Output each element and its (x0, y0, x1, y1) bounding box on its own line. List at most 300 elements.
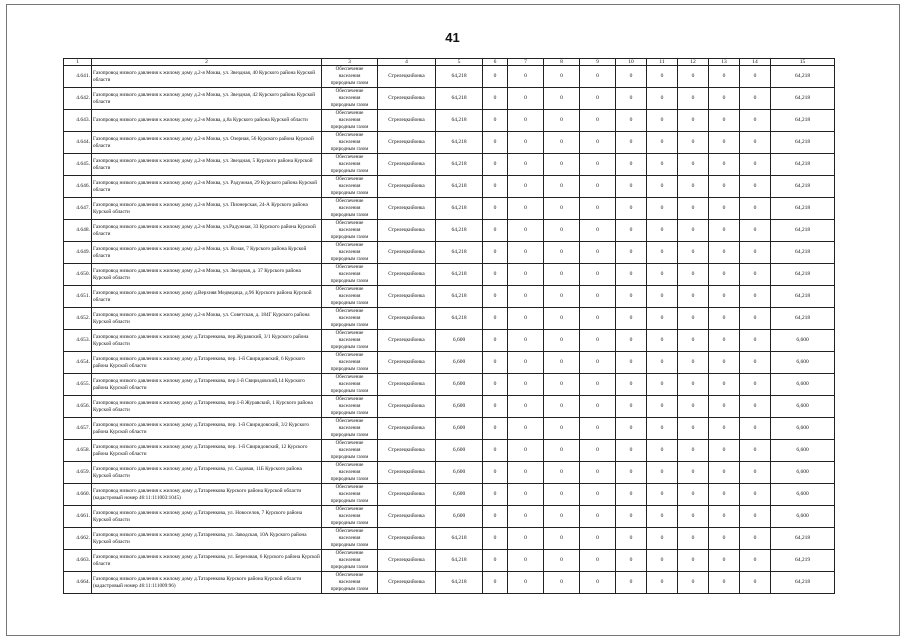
zero-cell: 0 (616, 110, 647, 132)
zero-cell: 0 (508, 528, 544, 550)
object-name: Газопровод низкого давления к жилому дому д.2-я Моква, ул. Радужная, 29 Курского района Курской области (92, 176, 322, 198)
zero-cell: 0 (580, 198, 616, 220)
table-row (64, 66, 835, 88)
purpose-line: Обеспечение (335, 551, 364, 556)
zero-cell: 0 (508, 132, 544, 154)
zero-cell: 0 (616, 550, 647, 572)
purpose-line: населения (338, 272, 361, 277)
value-cell: 6,600 (436, 330, 483, 352)
zero-cell: 0 (483, 286, 508, 308)
purpose-line: природным газом (330, 543, 369, 548)
zero-cell: 0 (740, 154, 771, 176)
zero-cell: 0 (616, 154, 647, 176)
value-cell: 64,218 (436, 550, 483, 572)
zero-cell: 0 (508, 374, 544, 396)
zero-cell: 0 (678, 396, 709, 418)
zero-cell: 0 (740, 440, 771, 462)
purpose-line: населения (338, 162, 361, 167)
purpose-line: Обеспечение (335, 89, 364, 94)
total-cell: 64,218 (771, 308, 835, 330)
zero-cell: 0 (616, 418, 647, 440)
row-number: 4.646. (64, 176, 92, 198)
zero-cell: 0 (740, 506, 771, 528)
purpose-line: населения (338, 426, 361, 431)
zero-cell: 0 (740, 330, 771, 352)
zero-cell: 0 (580, 154, 616, 176)
zero-cell: 0 (678, 528, 709, 550)
zero-cell: 0 (709, 418, 740, 440)
district-cell: Стрелецкийонка (378, 88, 436, 110)
purpose-line: Обеспечение (335, 265, 364, 270)
zero-cell: 0 (483, 374, 508, 396)
district-cell: Стрелецкийонка (378, 264, 436, 286)
zero-cell: 0 (678, 88, 709, 110)
zero-cell: 0 (508, 286, 544, 308)
purpose-line: населения (338, 536, 361, 541)
row-number: 4.641. (64, 66, 92, 88)
header-row (64, 59, 835, 66)
purpose-cell (322, 176, 378, 198)
zero-cell: 0 (544, 352, 580, 374)
zero-cell: 0 (647, 572, 678, 594)
district-cell: Стрелецкийонка (378, 242, 436, 264)
zero-cell: 0 (580, 440, 616, 462)
purpose-line: природным газом (330, 323, 369, 328)
purpose-cell (322, 506, 378, 528)
value-cell: 64,218 (436, 154, 483, 176)
district-cell: Стрелецкийонка (378, 462, 436, 484)
object-name: Газопровод низкого давления к жилому дому д.2-я Моква, ул. Звездная, 42 Курского района Курской области (92, 88, 322, 110)
purpose-cell (322, 66, 378, 88)
zero-cell: 0 (544, 484, 580, 506)
zero-cell: 0 (544, 66, 580, 88)
total-cell: 6,600 (771, 374, 835, 396)
purpose-line: населения (338, 206, 361, 211)
zero-cell: 0 (740, 396, 771, 418)
row-number: 4.663. (64, 550, 92, 572)
zero-cell: 0 (740, 352, 771, 374)
zero-cell: 0 (647, 352, 678, 374)
purpose-line: населения (338, 404, 361, 409)
purpose-line: Обеспечение (335, 397, 364, 402)
zero-cell: 0 (616, 374, 647, 396)
table-row (64, 308, 835, 330)
zero-cell: 0 (647, 132, 678, 154)
zero-cell: 0 (616, 440, 647, 462)
zero-cell: 0 (647, 176, 678, 198)
zero-cell: 0 (678, 418, 709, 440)
purpose-line: природным газом (330, 257, 369, 262)
value-cell: 6,600 (436, 506, 483, 528)
total-cell: 64,218 (771, 242, 835, 264)
zero-cell: 0 (580, 528, 616, 550)
value-cell: 64,218 (436, 66, 483, 88)
value-cell: 64,218 (436, 242, 483, 264)
purpose-cell (322, 484, 378, 506)
zero-cell: 0 (709, 154, 740, 176)
zero-cell: 0 (483, 220, 508, 242)
purpose-line: Обеспечение (335, 529, 364, 534)
zero-cell: 0 (709, 374, 740, 396)
zero-cell: 0 (580, 132, 616, 154)
zero-cell: 0 (544, 110, 580, 132)
purpose-line: населения (338, 294, 361, 299)
zero-cell: 0 (740, 418, 771, 440)
purpose-cell (322, 308, 378, 330)
zero-cell: 0 (483, 110, 508, 132)
purpose-cell (322, 396, 378, 418)
zero-cell: 0 (544, 550, 580, 572)
purpose-line: природным газом (330, 191, 369, 196)
zero-cell: 0 (678, 484, 709, 506)
zero-cell: 0 (709, 396, 740, 418)
value-cell: 64,218 (436, 286, 483, 308)
purpose-cell (322, 242, 378, 264)
total-cell: 64,218 (771, 264, 835, 286)
zero-cell: 0 (740, 110, 771, 132)
district-cell: Стрелецкийонка (378, 330, 436, 352)
purpose-cell (322, 286, 378, 308)
zero-cell: 0 (616, 308, 647, 330)
zero-cell: 0 (544, 418, 580, 440)
table-row (64, 220, 835, 242)
table-row (64, 198, 835, 220)
zero-cell: 0 (544, 132, 580, 154)
total-cell: 64,218 (771, 66, 835, 88)
zero-cell: 0 (508, 308, 544, 330)
zero-cell: 0 (709, 308, 740, 330)
zero-cell: 0 (647, 550, 678, 572)
table-row (64, 286, 835, 308)
purpose-line: природным газом (330, 499, 369, 504)
district-cell: Стрелецкийонка (378, 484, 436, 506)
purpose-line: Обеспечение (335, 353, 364, 358)
district-cell: Стрелецкийонка (378, 396, 436, 418)
total-cell: 64,218 (771, 572, 835, 594)
row-number: 4.660. (64, 484, 92, 506)
zero-cell: 0 (544, 572, 580, 594)
zero-cell: 0 (678, 374, 709, 396)
value-cell: 6,600 (436, 396, 483, 418)
zero-cell: 0 (678, 198, 709, 220)
total-cell: 64,219 (771, 550, 835, 572)
table-row (64, 330, 835, 352)
object-name: Газопровод низкого давления к жилому дому д.2-я Моква, ул. Ясная, 7 Курского района Курской области (92, 242, 322, 264)
object-name: Газопровод низкого давления к жилому дому д.Татаренкова, пер. 1-й Свиридовский, 12 Курского района Курской области (92, 440, 322, 462)
zero-cell: 0 (508, 88, 544, 110)
zero-cell: 0 (508, 352, 544, 374)
table-row (64, 264, 835, 286)
purpose-line: природным газом (330, 301, 369, 306)
zero-cell: 0 (508, 154, 544, 176)
row-number: 4.659. (64, 462, 92, 484)
purpose-line: природным газом (330, 587, 369, 592)
zero-cell: 0 (580, 462, 616, 484)
zero-cell: 0 (483, 484, 508, 506)
district-cell: Стрелецкийонка (378, 66, 436, 88)
zero-cell: 0 (616, 176, 647, 198)
zero-cell: 0 (647, 330, 678, 352)
object-name: Газопровод низкого давления к жилому дому д.2-я Моква, ул. Звездная, 40 Курского района Курской области (92, 66, 322, 88)
row-number: 4.654. (64, 352, 92, 374)
zero-cell: 0 (647, 220, 678, 242)
zero-cell: 0 (616, 462, 647, 484)
purpose-line: Обеспечение (335, 177, 364, 182)
zero-cell: 0 (616, 330, 647, 352)
table-row (64, 154, 835, 176)
total-cell: 6,600 (771, 484, 835, 506)
purpose-cell (322, 132, 378, 154)
zero-cell: 0 (580, 396, 616, 418)
value-cell: 6,600 (436, 418, 483, 440)
purpose-line: населения (338, 580, 361, 585)
zero-cell: 0 (483, 506, 508, 528)
zero-cell: 0 (483, 440, 508, 462)
column-header: 10 (616, 59, 647, 66)
zero-cell: 0 (647, 198, 678, 220)
zero-cell: 0 (678, 550, 709, 572)
total-cell: 6,600 (771, 418, 835, 440)
zero-cell: 0 (508, 66, 544, 88)
zero-cell: 0 (508, 330, 544, 352)
zero-cell: 0 (740, 220, 771, 242)
district-cell: Стрелецкийонка (378, 440, 436, 462)
zero-cell: 0 (616, 484, 647, 506)
zero-cell: 0 (678, 264, 709, 286)
zero-cell: 0 (483, 528, 508, 550)
purpose-line: природным газом (330, 81, 369, 86)
table-row (64, 418, 835, 440)
zero-cell: 0 (508, 198, 544, 220)
zero-cell: 0 (580, 352, 616, 374)
zero-cell: 0 (483, 132, 508, 154)
purpose-line: населения (338, 74, 361, 79)
zero-cell: 0 (740, 462, 771, 484)
row-number: 4.642. (64, 88, 92, 110)
zero-cell: 0 (508, 396, 544, 418)
object-name: Газопровод низкого давления к жилому дому д.Татаренкова, ул. Садовая, 11Б Курского района Курской области (92, 462, 322, 484)
zero-cell: 0 (483, 352, 508, 374)
purpose-line: Обеспечение (335, 507, 364, 512)
value-cell: 64,218 (436, 572, 483, 594)
zero-cell: 0 (580, 572, 616, 594)
zero-cell: 0 (544, 242, 580, 264)
zero-cell: 0 (678, 308, 709, 330)
zero-cell: 0 (709, 484, 740, 506)
total-cell: 6,600 (771, 396, 835, 418)
row-number: 4.651. (64, 286, 92, 308)
purpose-cell (322, 264, 378, 286)
row-number: 4.652. (64, 308, 92, 330)
purpose-cell (322, 352, 378, 374)
zero-cell: 0 (709, 572, 740, 594)
purpose-line: населения (338, 514, 361, 519)
purpose-line: населения (338, 448, 361, 453)
zero-cell: 0 (508, 462, 544, 484)
object-name: Газопровод низкого давления к жилому дому д.Татаренкова Курского района Курской области (кадастровый номер 46:11:111003:1045) (92, 484, 322, 506)
object-name: Газопровод низкого давления к жилому дому д.2-я Моква, ул. Звездная, д. 37 Курского района Курской области (92, 264, 322, 286)
zero-cell: 0 (544, 330, 580, 352)
zero-cell: 0 (483, 308, 508, 330)
zero-cell: 0 (647, 110, 678, 132)
purpose-line: природным газом (330, 279, 369, 284)
purpose-line: природным газом (330, 345, 369, 350)
zero-cell: 0 (544, 264, 580, 286)
purpose-line: Обеспечение (335, 243, 364, 248)
table-row (64, 374, 835, 396)
zero-cell: 0 (483, 242, 508, 264)
column-header: 4 (378, 59, 436, 66)
district-cell: Стрелецкийонка (378, 572, 436, 594)
object-name: Газопровод низкого давления к жилому дому д.Татаренкова Курского района Курской области (кадастровый номер 46:11:111009:96) (92, 572, 322, 594)
zero-cell: 0 (580, 220, 616, 242)
purpose-line: Обеспечение (335, 463, 364, 468)
zero-cell: 0 (508, 572, 544, 594)
zero-cell: 0 (647, 88, 678, 110)
zero-cell: 0 (580, 264, 616, 286)
total-cell: 64,218 (771, 110, 835, 132)
object-name: Газопровод низкого давления к жилому дому д.Татаренкова, ул. Березовая, 6 Курского района Курской области (92, 550, 322, 572)
purpose-line: Обеспечение (335, 67, 364, 72)
purpose-line: природным газом (330, 411, 369, 416)
table-row (64, 506, 835, 528)
purpose-cell (322, 374, 378, 396)
district-cell: Стрелецкийонка (378, 154, 436, 176)
zero-cell: 0 (678, 330, 709, 352)
zero-cell: 0 (647, 528, 678, 550)
total-cell: 64,218 (771, 154, 835, 176)
zero-cell: 0 (508, 176, 544, 198)
value-cell: 64,218 (436, 132, 483, 154)
purpose-line: Обеспечение (335, 111, 364, 116)
zero-cell: 0 (544, 440, 580, 462)
zero-cell: 0 (709, 330, 740, 352)
object-name: Газопровод низкого давления к жилому дому д.2-я Моква, ул. Звездная, 5 Курского района Курской области (92, 154, 322, 176)
purpose-line: населения (338, 118, 361, 123)
zero-cell: 0 (647, 374, 678, 396)
row-number: 4.657. (64, 418, 92, 440)
object-name: Газопровод низкого давления к жилому дому д.Татаренкова, ул. Заводская, 10А Курского района Курской области (92, 528, 322, 550)
object-name: Газопровод низкого давления к жилому дому д.Татаренкова, пер. 1-й Свиридовский, 6 Курского района Курской области (92, 352, 322, 374)
table-row (64, 396, 835, 418)
zero-cell: 0 (483, 88, 508, 110)
district-cell: Стрелецкийонка (378, 374, 436, 396)
zero-cell: 0 (544, 396, 580, 418)
table-row (64, 110, 835, 132)
zero-cell: 0 (616, 396, 647, 418)
zero-cell: 0 (709, 132, 740, 154)
zero-cell: 0 (616, 242, 647, 264)
purpose-cell (322, 220, 378, 242)
zero-cell: 0 (544, 198, 580, 220)
district-cell: Стрелецкийонка (378, 506, 436, 528)
zero-cell: 0 (678, 352, 709, 374)
column-header: 11 (647, 59, 678, 66)
table-row (64, 572, 835, 594)
purpose-line: Обеспечение (335, 485, 364, 490)
zero-cell: 0 (580, 176, 616, 198)
purpose-line: природным газом (330, 455, 369, 460)
purpose-line: населения (338, 228, 361, 233)
purpose-line: населения (338, 360, 361, 365)
zero-cell: 0 (483, 176, 508, 198)
district-cell: Стрелецкийонка (378, 308, 436, 330)
zero-cell: 0 (678, 66, 709, 88)
district-cell: Стрелецкийонка (378, 418, 436, 440)
column-header: 3 (322, 59, 378, 66)
purpose-line: природным газом (330, 477, 369, 482)
zero-cell: 0 (709, 110, 740, 132)
zero-cell: 0 (508, 484, 544, 506)
value-cell: 64,218 (436, 220, 483, 242)
zero-cell: 0 (544, 528, 580, 550)
row-number: 4.653. (64, 330, 92, 352)
zero-cell: 0 (508, 110, 544, 132)
district-cell: Стрелецкийонка (378, 550, 436, 572)
zero-cell: 0 (709, 242, 740, 264)
zero-cell: 0 (616, 286, 647, 308)
zero-cell: 0 (709, 550, 740, 572)
purpose-line: Обеспечение (335, 155, 364, 160)
purpose-cell (322, 528, 378, 550)
purpose-line: населения (338, 492, 361, 497)
zero-cell: 0 (508, 440, 544, 462)
row-number: 4.648. (64, 220, 92, 242)
value-cell: 6,600 (436, 352, 483, 374)
zero-cell: 0 (616, 220, 647, 242)
row-number: 4.649. (64, 242, 92, 264)
purpose-line: Обеспечение (335, 441, 364, 446)
row-number: 4.658. (64, 440, 92, 462)
district-cell: Стрелецкийонка (378, 132, 436, 154)
purpose-cell (322, 418, 378, 440)
object-name: Газопровод низкого давления к жилому дому д.Татаренкова, пер.1-й Журавский, 1 Курского района Курской области (92, 396, 322, 418)
table-row (64, 462, 835, 484)
zero-cell: 0 (678, 176, 709, 198)
zero-cell: 0 (616, 528, 647, 550)
zero-cell: 0 (647, 242, 678, 264)
zero-cell: 0 (647, 264, 678, 286)
purpose-line: Обеспечение (335, 375, 364, 380)
district-cell: Стрелецкийонка (378, 176, 436, 198)
purpose-line: населения (338, 382, 361, 387)
zero-cell: 0 (709, 220, 740, 242)
zero-cell: 0 (616, 88, 647, 110)
zero-cell: 0 (740, 66, 771, 88)
column-header: 7 (508, 59, 544, 66)
zero-cell: 0 (508, 506, 544, 528)
purpose-line: Обеспечение (335, 331, 364, 336)
zero-cell: 0 (616, 66, 647, 88)
zero-cell: 0 (544, 176, 580, 198)
object-name: Газопровод низкого давления к жилому дому д.Татаренкова, пер.1-й Свиридовский,14 Курского района Курской области (92, 374, 322, 396)
row-number: 4.643. (64, 110, 92, 132)
zero-cell: 0 (740, 132, 771, 154)
zero-cell: 0 (647, 484, 678, 506)
purpose-line: Обеспечение (335, 287, 364, 292)
object-name: Газопровод низкого давления к жилому дому д.2-я Моква, ул. Озерная, 56 Курского района Курской области (92, 132, 322, 154)
zero-cell: 0 (678, 220, 709, 242)
purpose-line: Обеспечение (335, 221, 364, 226)
row-number: 4.645. (64, 154, 92, 176)
table-row (64, 352, 835, 374)
total-cell: 64,218 (771, 88, 835, 110)
zero-cell: 0 (740, 484, 771, 506)
zero-cell: 0 (740, 286, 771, 308)
zero-cell: 0 (740, 198, 771, 220)
zero-cell: 0 (647, 308, 678, 330)
purpose-line: Обеспечение (335, 419, 364, 424)
